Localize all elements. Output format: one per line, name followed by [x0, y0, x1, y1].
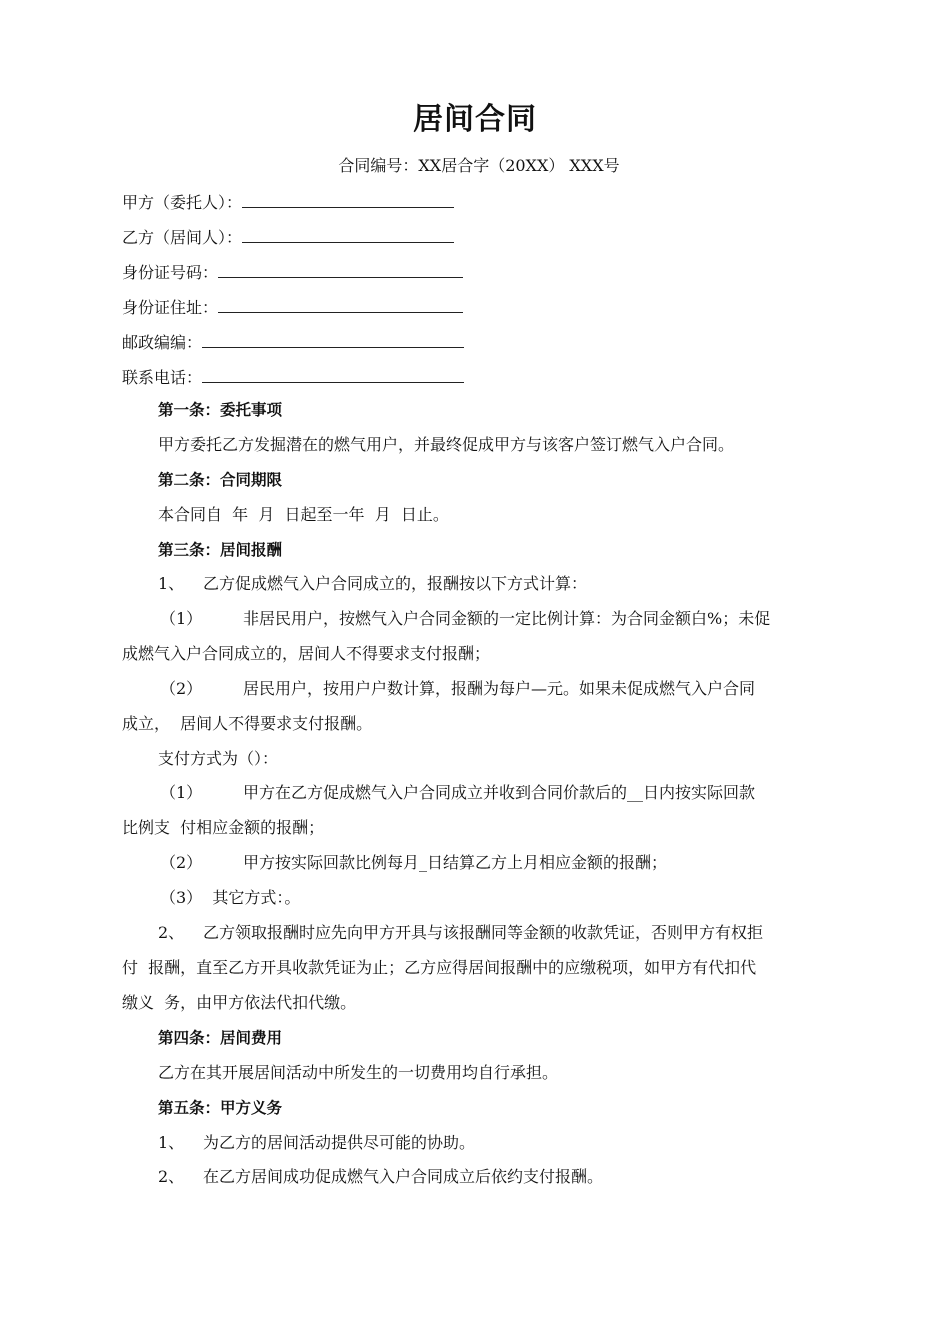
field-label: 邮政编编：	[122, 333, 203, 352]
field-label: 乙方（居间人）：	[122, 228, 243, 247]
article-1-heading: 第一条：委托事项	[158, 401, 283, 419]
blank-line	[218, 295, 463, 313]
field-label: 身份证号码：	[122, 263, 219, 282]
postcode-field	[122, 330, 464, 354]
paragraph: 支付方式为（）：	[158, 749, 279, 768]
field-label: 身份证住址：	[122, 298, 219, 317]
paragraph: 甲方在乙方促成燃气入户合同成立并收到合同价款后的__日内按实际回款	[243, 783, 756, 802]
paragraph: 在乙方居间成功促成燃气入户合同成立后依约支付报酬。	[203, 1167, 604, 1186]
party-a-field	[122, 190, 454, 214]
field-label: 联系电话：	[122, 368, 203, 387]
id-number-field	[122, 260, 463, 284]
list-number: 2、	[158, 1167, 185, 1186]
paragraph: 乙方促成燃气入户合同成立的，报酬按以下方式计算：	[203, 574, 588, 593]
field-label: 甲方（委托人）：	[122, 193, 243, 212]
blank-line	[218, 260, 463, 278]
id-address-field	[122, 295, 463, 319]
blank-line	[202, 330, 464, 348]
list-number: （1）	[160, 783, 203, 802]
article-3-heading: 第三条：居间报酬	[158, 541, 283, 559]
list-number: （1）	[160, 609, 203, 628]
paragraph: 甲方委托乙方发掘潜在的燃气用户，并最终促成甲方与该客户签订燃气入户合同。	[158, 435, 735, 454]
phone-field	[122, 365, 464, 389]
list-number: （2）	[160, 853, 203, 872]
party-b-field	[122, 225, 454, 249]
paragraph: 成立， 居间人不得要求支付报酬。	[122, 714, 373, 733]
paragraph: 本合同自 年 月 日起至一年 月 日止。	[158, 505, 449, 524]
list-number: 1、	[158, 1133, 185, 1152]
document-title: 居间合同	[413, 102, 537, 137]
paragraph: 非居民用户，按燃气入户合同金额的一定比例计算：为合同金额白%；未促	[243, 609, 771, 628]
paragraph: 甲方按实际回款比例每月_日结算乙方上月相应金额的报酬；	[243, 853, 668, 872]
paragraph: 为乙方的居间活动提供尽可能的协助。	[203, 1133, 476, 1152]
paragraph: 成燃气入户合同成立的，居间人不得要求支付报酬；	[122, 644, 491, 663]
article-5-heading: 第五条：甲方义务	[158, 1099, 283, 1117]
contract-number: 合同编号：XX居合字（20XX） XXX号	[338, 156, 620, 175]
blank-line	[202, 365, 464, 383]
list-number: 1、	[158, 574, 185, 593]
article-2-heading: 第二条：合同期限	[158, 471, 283, 489]
paragraph: 居民用户，按用户户数计算，报酬为每户—元。如果未促成燃气入户合同	[243, 679, 756, 698]
article-4-heading: 第四条：居间费用	[158, 1029, 283, 1047]
blank-line	[242, 190, 454, 208]
blank-line	[242, 225, 454, 243]
paragraph: 付 报酬，直至乙方开具收款凭证为止；乙方应得居间报酬中的应缴税项，如甲方有代扣代	[122, 958, 757, 977]
paragraph: 乙方领取报酬时应先向甲方开具与该报酬同等金额的收款凭证，否则甲方有权拒	[203, 923, 764, 942]
list-number: 2、	[158, 923, 185, 942]
paragraph: 比例支 付相应金额的报酬；	[122, 818, 325, 837]
paragraph: 缴义 务，由甲方依法代扣代缴。	[122, 993, 357, 1012]
list-number: （2）	[160, 679, 203, 698]
paragraph: （3） 其它方式：。	[160, 888, 301, 907]
paragraph: 乙方在其开展居间活动中所发生的一切费用均自行承担。	[158, 1063, 559, 1082]
